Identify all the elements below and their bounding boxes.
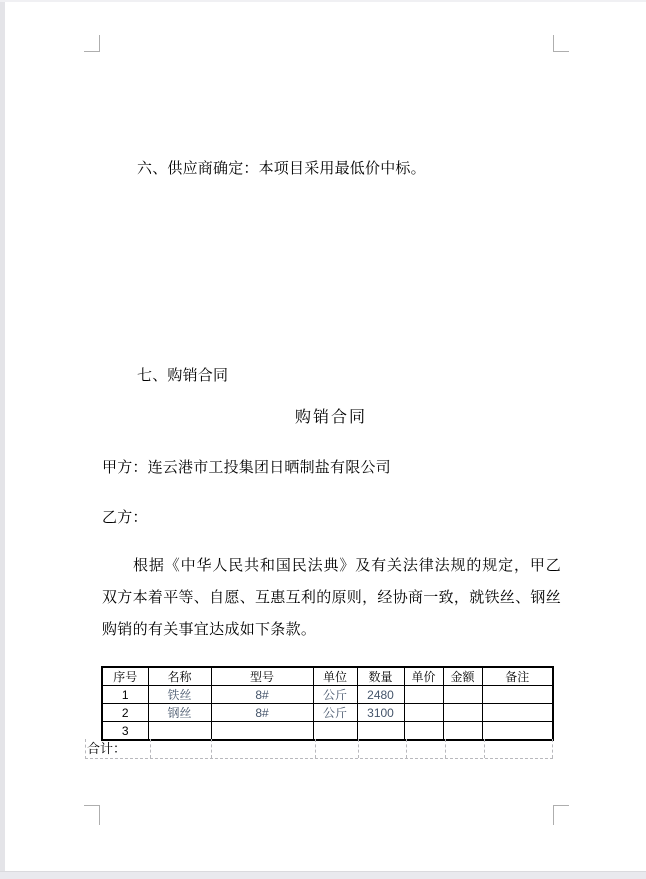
margin-crop-mark-bottom-right bbox=[553, 805, 569, 825]
total-cell-price bbox=[407, 739, 446, 758]
cell-amount bbox=[443, 722, 482, 741]
cell-price bbox=[404, 704, 443, 722]
cell-remarks bbox=[482, 722, 553, 741]
total-cell-quantity bbox=[359, 739, 407, 758]
cell-amount bbox=[443, 704, 482, 722]
cell-model: 8# bbox=[211, 686, 313, 704]
cell-unit: 公斤 bbox=[313, 686, 357, 704]
header-price: 单价 bbox=[404, 667, 443, 686]
header-unit: 单位 bbox=[313, 667, 357, 686]
cell-remarks bbox=[482, 686, 553, 704]
total-label: 合计： bbox=[86, 739, 151, 758]
total-cell-name bbox=[151, 739, 212, 758]
cell-unit bbox=[313, 722, 357, 741]
goods-table bbox=[101, 666, 554, 741]
section-6-heading: 六、供应商确定：本项目采用最低价中标。 bbox=[137, 160, 426, 177]
page-top-edge bbox=[0, 0, 646, 2]
cell-price bbox=[404, 686, 443, 704]
cell-amount bbox=[443, 686, 482, 704]
cell-quantity: 2480 bbox=[357, 686, 404, 704]
cell-quantity bbox=[357, 722, 404, 741]
page-left-edge bbox=[0, 0, 5, 879]
table-row bbox=[102, 686, 553, 704]
page-bottom-edge bbox=[0, 871, 646, 879]
margin-crop-mark-top-right bbox=[553, 35, 569, 52]
margin-crop-mark-bottom-left bbox=[84, 805, 100, 825]
cell-remarks bbox=[482, 704, 553, 722]
contract-title: 购销合同 bbox=[294, 409, 367, 426]
total-cell-unit bbox=[316, 739, 359, 758]
total-cell-remarks bbox=[485, 739, 553, 758]
header-serial: 序号 bbox=[102, 667, 148, 686]
intro-paragraph: 根据《中华人民共和国民法典》及有关法律法规的规定，甲乙双方本着平等、自愿、互惠互利的原则，经协商一致，就铁丝、钢丝购销的有关事宜达成如下条款。 bbox=[102, 557, 562, 638]
table-row bbox=[102, 704, 553, 722]
total-row bbox=[85, 739, 553, 759]
section-7-heading: 七、购销合同 bbox=[137, 367, 229, 384]
cell-serial: 2 bbox=[102, 704, 148, 722]
cell-name: 铁丝 bbox=[148, 686, 211, 704]
cell-name bbox=[148, 722, 211, 741]
cell-serial: 1 bbox=[102, 686, 148, 704]
party-a-line: 甲方：连云港市工投集团日晒制盐有限公司 bbox=[102, 459, 391, 476]
total-cell-model bbox=[212, 739, 316, 758]
total-cell-amount bbox=[446, 739, 485, 758]
cell-quantity: 3100 bbox=[357, 704, 404, 722]
cell-price bbox=[404, 722, 443, 741]
cell-model bbox=[211, 722, 313, 741]
header-model: 型号 bbox=[211, 667, 313, 686]
party-b-line: 乙方： bbox=[102, 509, 148, 526]
header-amount: 金额 bbox=[443, 667, 482, 686]
header-quantity: 数量 bbox=[357, 667, 404, 686]
margin-crop-mark-top-left bbox=[84, 35, 100, 52]
cell-name: 钢丝 bbox=[148, 704, 211, 722]
cell-model: 8# bbox=[211, 704, 313, 722]
cell-unit: 公斤 bbox=[313, 704, 357, 722]
header-name: 名称 bbox=[148, 667, 211, 686]
goods-table-header-row bbox=[102, 667, 553, 686]
cell-serial: 3 bbox=[102, 722, 148, 741]
header-remarks: 备注 bbox=[482, 667, 553, 686]
table-row bbox=[102, 722, 553, 741]
